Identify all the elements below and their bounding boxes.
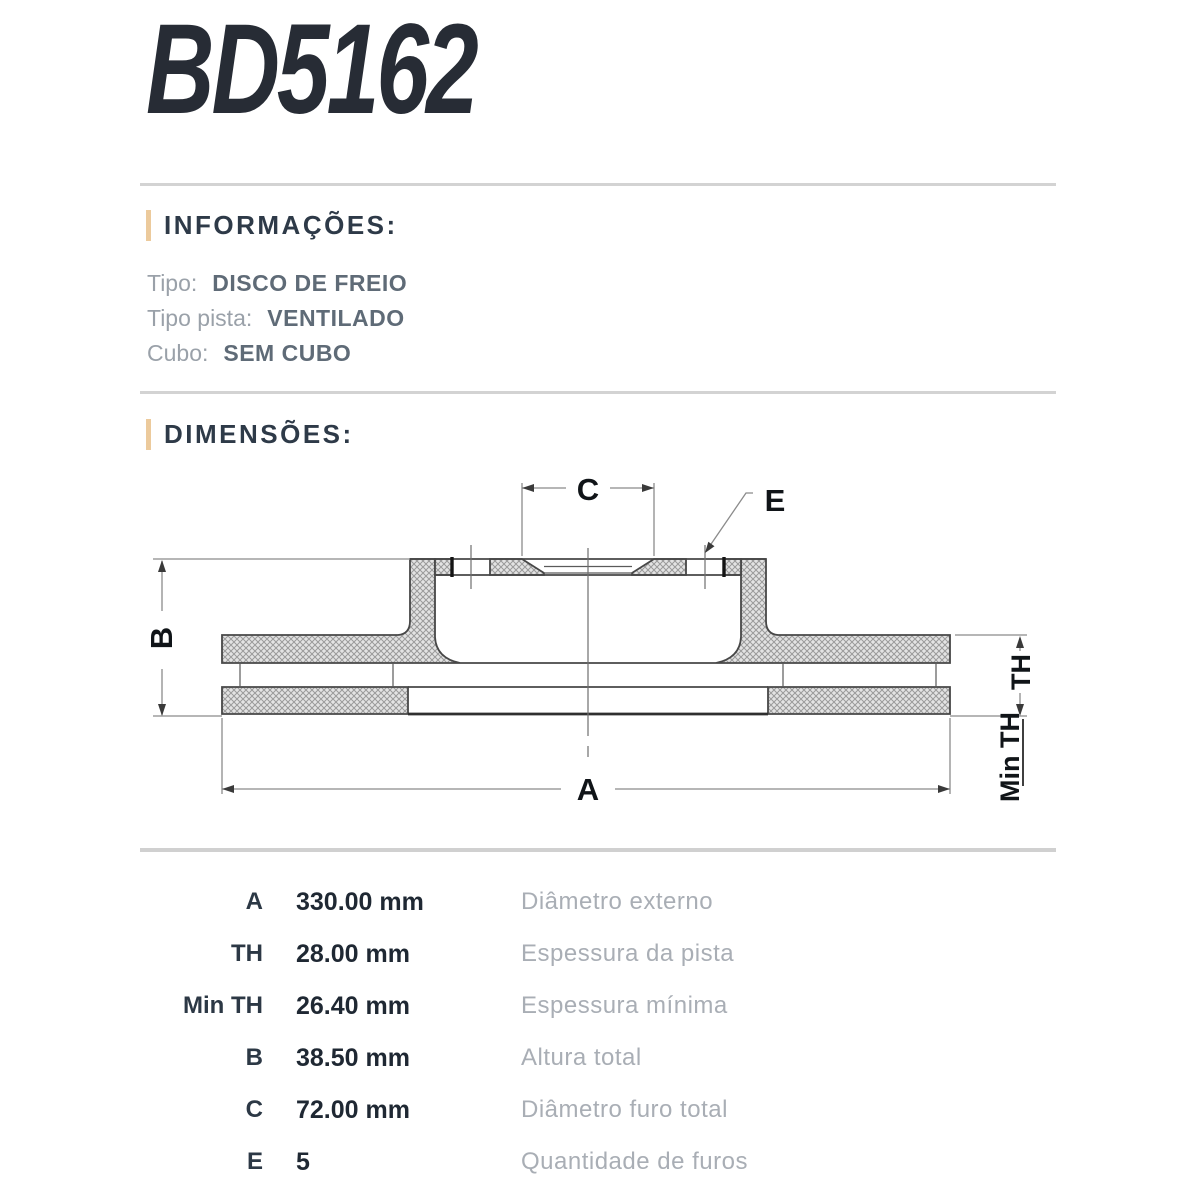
spec-row-description: Espessura mínima (521, 992, 728, 1019)
arrowhead-down (158, 704, 166, 716)
callout-e (705, 483, 785, 553)
info-rows (147, 266, 407, 371)
spec-table-row (150, 1032, 748, 1084)
arrowhead-left (522, 484, 534, 492)
arrowhead-right (642, 484, 654, 492)
info-row-label: Cubo: (147, 340, 209, 366)
divider-bottom (140, 848, 1056, 852)
dimensoes-section-heading (146, 419, 354, 450)
informacoes-section-heading (146, 210, 398, 241)
disc-section-shapes (222, 559, 950, 714)
arrowhead-e (705, 542, 715, 553)
arrowhead-left (222, 785, 234, 793)
label-b: B (144, 626, 179, 650)
informacoes-heading-text: INFORMAÇÕES: (164, 210, 398, 240)
spec-row-code: TH (231, 940, 263, 967)
spec-table-row (150, 1136, 748, 1188)
arrowhead-up (1016, 636, 1024, 648)
dimension-c (522, 472, 654, 556)
spec-table-row (150, 1084, 748, 1136)
info-row (147, 301, 407, 336)
arrowhead-up (158, 560, 166, 572)
spec-row-value: 330.00 mm (296, 887, 424, 916)
label-e: E (764, 483, 786, 518)
spec-row-value: 26.40 mm (296, 991, 410, 1020)
spec-row-description: Diâmetro furo total (521, 1096, 728, 1123)
dimensoes-heading-text: DIMENSÕES: (164, 419, 354, 449)
label-min-th: Min TH (995, 712, 1025, 802)
info-row-value: DISCO DE FREIO (212, 270, 408, 296)
dimensions-table (150, 876, 748, 1188)
spec-row-code: A (245, 888, 263, 915)
part-number-title: BD5162 (146, 0, 476, 141)
info-row-value: VENTILADO (267, 305, 405, 331)
info-row (147, 336, 407, 371)
arrowhead-right (938, 785, 950, 793)
spec-table-row (150, 980, 748, 1032)
spec-table-row (150, 928, 748, 980)
centerlines (471, 545, 705, 757)
spec-row-description: Altura total (521, 1044, 642, 1071)
annotation-min-th (995, 712, 1025, 802)
label-th: TH (1006, 654, 1036, 690)
info-row (147, 266, 407, 301)
label-a: A (576, 772, 600, 807)
spec-row-code: Min TH (183, 992, 263, 1019)
spec-row-value: 38.50 mm (296, 1043, 410, 1072)
label-c: C (576, 472, 600, 507)
accent-bar (146, 419, 151, 450)
info-row-label: Tipo pista: (147, 305, 253, 331)
dimension-th (950, 635, 1036, 716)
spec-row-description: Quantidade de furos (521, 1148, 748, 1175)
spec-row-description: Diâmetro externo (521, 888, 714, 915)
spec-table-row (150, 876, 748, 928)
spec-row-value: 72.00 mm (296, 1095, 410, 1124)
spec-row-value: 5 (296, 1147, 310, 1176)
spec-row-code: E (246, 1148, 263, 1175)
brake-disc-diagram (140, 460, 1060, 845)
accent-bar (146, 210, 151, 241)
info-row-value: SEM CUBO (223, 340, 352, 366)
info-row-label: Tipo: (147, 270, 198, 296)
dimension-a (222, 718, 950, 807)
spec-row-code: C (245, 1096, 263, 1123)
divider-middle (140, 391, 1056, 394)
divider-top (140, 183, 1056, 186)
spec-row-description: Espessura da pista (521, 940, 735, 967)
spec-row-code: B (245, 1044, 263, 1071)
spec-row-value: 28.00 mm (296, 939, 410, 968)
